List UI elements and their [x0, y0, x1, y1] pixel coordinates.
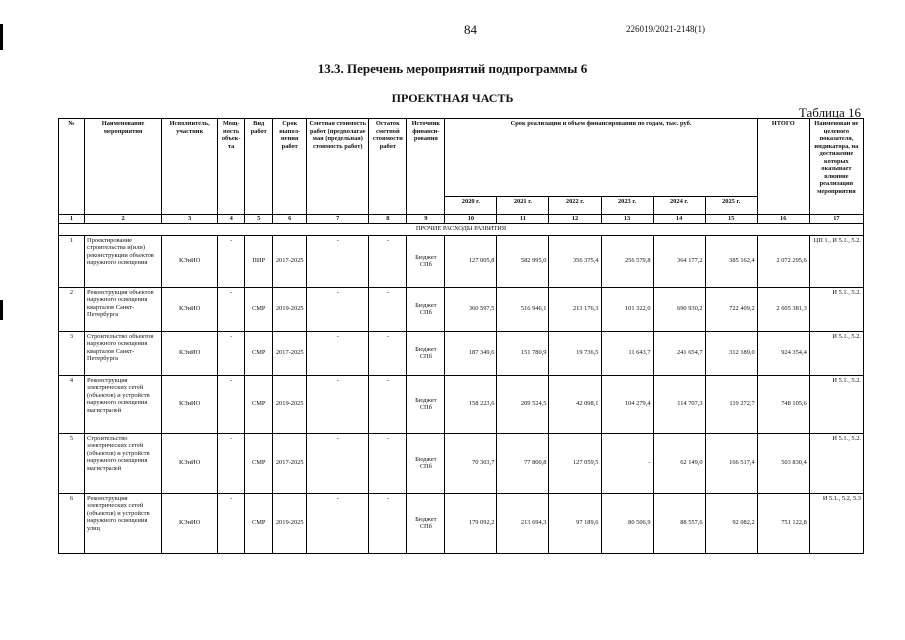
column-number: 15 — [705, 215, 757, 224]
header-year: 2022 г. — [549, 197, 601, 215]
amount-2023: 80 506,9 — [601, 493, 653, 553]
executor: КЭиИО — [162, 493, 218, 553]
estimated-cost: - — [307, 235, 369, 287]
column-number: 8 — [369, 215, 407, 224]
column-number: 1 — [59, 215, 85, 224]
amount-total: 751 122,8 — [757, 493, 809, 553]
header-num: № — [59, 119, 85, 215]
estimated-cost: - — [307, 433, 369, 493]
section-heading: 13.3. Перечень мероприятий подпрограммы 6 — [317, 61, 588, 76]
executor: КЭиИО — [162, 287, 218, 331]
table-row — [59, 433, 864, 493]
header-indicator: Наименован ие целевого показателя, индикатора, на достижение которых оказывает влияние реализация мероприятия — [809, 119, 863, 215]
column-number: 10 — [445, 215, 497, 224]
target-indicator: И 5.1., 5.2. — [809, 433, 863, 493]
header-year: 2021 г. — [497, 197, 549, 215]
column-number-row — [59, 215, 864, 224]
measure-name: Проектирование строительства и(или) реконструкции объектов наружного освещения — [85, 235, 162, 287]
header-deadline: Срок выпол-нения работ — [273, 119, 307, 215]
table-row — [59, 331, 864, 375]
work-type: ПИР — [245, 235, 273, 287]
row-number: 1 — [59, 235, 85, 287]
column-number: 6 — [273, 215, 307, 224]
column-number: 2 — [85, 215, 162, 224]
work-type: СМР — [245, 331, 273, 375]
amount-2021: 516 946,1 — [497, 287, 549, 331]
amount-2023: 11 643,7 — [601, 331, 653, 375]
amount-total: 924 354,4 — [757, 331, 809, 375]
amount-total: 2 072 295,6 — [757, 235, 809, 287]
header-total: ИТОГО — [757, 119, 809, 215]
deadline: 2017-2025 — [273, 331, 307, 375]
amount-2022: 19 736,5 — [549, 331, 601, 375]
column-number: 14 — [653, 215, 705, 224]
funding-source: Бюджет СПб — [407, 493, 445, 553]
work-type: СМР — [245, 375, 273, 433]
amount-2024: 62 149,0 — [653, 433, 705, 493]
sub-heading: ПРОЕКТНАЯ ЧАСТЬ — [391, 91, 514, 105]
amount-2024: 364 177,2 — [653, 235, 705, 287]
target-indicator: ЦП 1., И 5.1., 5.2. — [809, 235, 863, 287]
table-caption: Таблица 16 — [798, 105, 861, 120]
funding-source: Бюджет СПб — [407, 235, 445, 287]
column-number: 17 — [809, 215, 863, 224]
executor: КЭиИО — [162, 331, 218, 375]
target-indicator: И 5.1., 5.2. — [809, 331, 863, 375]
amount-2023: 104 279,4 — [601, 375, 653, 433]
deadline: 2017-2025 — [273, 235, 307, 287]
amount-total: 748 105,6 — [757, 375, 809, 433]
amount-2020: 360 597,5 — [445, 287, 497, 331]
amount-2024: 114 707,3 — [653, 375, 705, 433]
capacity: - — [218, 235, 245, 287]
header-executor: Исполнитель, участник — [162, 119, 218, 215]
estimated-cost: - — [307, 375, 369, 433]
column-number: 7 — [307, 215, 369, 224]
work-type: СМР — [245, 287, 273, 331]
header-work-type: Вид работ — [245, 119, 273, 215]
amount-2022: 97 189,6 — [549, 493, 601, 553]
estimated-cost: - — [307, 331, 369, 375]
funding-source: Бюджет СПб — [407, 433, 445, 493]
capacity: - — [218, 433, 245, 493]
column-number: 12 — [549, 215, 601, 224]
amount-2020: 179 092,2 — [445, 493, 497, 553]
table-row — [59, 235, 864, 287]
header-year: 2020 г. — [445, 197, 497, 215]
measure-name: Строительство объектов наружного освещения кварталов Санкт-Петербурга — [85, 331, 162, 375]
funding-source: Бюджет СПб — [407, 375, 445, 433]
capacity: - — [218, 493, 245, 553]
executor: КЭиИО — [162, 235, 218, 287]
header-period: Срок реализации и объем финансировании по годам, тыс. руб. — [445, 119, 757, 197]
row-number: 3 — [59, 331, 85, 375]
amount-2020: 158 223,6 — [445, 375, 497, 433]
amount-2021: 209 524,5 — [497, 375, 549, 433]
column-number: 16 — [757, 215, 809, 224]
estimated-cost: - — [307, 493, 369, 553]
measure-name: Реконструкция объектов наружного освещения кварталов Санкт-Петербурга — [85, 287, 162, 331]
measure-name: Реконструкция электрических сетей (объектов) и устройств наружного освещения магистралей — [85, 375, 162, 433]
capacity: - — [218, 331, 245, 375]
amount-2023: 101 322,0 — [601, 287, 653, 331]
amount-total: 503 830,4 — [757, 433, 809, 493]
amount-2022: 213 176,3 — [549, 287, 601, 331]
cost-remainder: - — [369, 375, 407, 433]
amount-2021: 213 694,3 — [497, 493, 549, 553]
header-capacity: Мощ-ность объек-та — [218, 119, 245, 215]
header-remainder: Остаток сметной стоимости работ — [369, 119, 407, 215]
amount-2025: 166 517,4 — [705, 433, 757, 493]
work-type: СМР — [245, 433, 273, 493]
amount-2024: 690 930,2 — [653, 287, 705, 331]
amount-2020: 70 303,7 — [445, 433, 497, 493]
column-number: 11 — [497, 215, 549, 224]
target-indicator: И 5.1., 5.2. — [809, 375, 863, 433]
row-number: 5 — [59, 433, 85, 493]
funding-source: Бюджет СПб — [407, 287, 445, 331]
header-source: Источник финанси-рования — [407, 119, 445, 215]
executor: КЭиИО — [162, 433, 218, 493]
amount-2024: 88 557,6 — [653, 493, 705, 553]
measure-name: Строительство электрических сетей (объектов) и устройств наружного освещения магистралей — [85, 433, 162, 493]
deadline: 2019-2025 — [273, 375, 307, 433]
amount-2024: 241 654,7 — [653, 331, 705, 375]
target-indicator: И 5.1., 5.2. — [809, 287, 863, 331]
row-number: 2 — [59, 287, 85, 331]
amount-2020: 187 349,6 — [445, 331, 497, 375]
amount-2021: 582 995,0 — [497, 235, 549, 287]
amount-2023: 256 579,8 — [601, 235, 653, 287]
amount-2021: 77 800,8 — [497, 433, 549, 493]
measures-table — [58, 118, 864, 554]
header-year: 2024 г. — [653, 197, 705, 215]
deadline: 2019-2025 — [273, 493, 307, 553]
column-number: 13 — [601, 215, 653, 224]
scan-edge-mark-mid — [0, 300, 3, 320]
amount-total: 2 605 381,3 — [757, 287, 809, 331]
capacity: - — [218, 287, 245, 331]
header-cost: Сметная стоимость работ (предполагае мая (предельная) стоимость работ) — [307, 119, 369, 215]
amount-2022: 127 059,5 — [549, 433, 601, 493]
amount-2025: 119 272,7 — [705, 375, 757, 433]
header-year: 2023 г. — [601, 197, 653, 215]
deadline: 2019-2025 — [273, 287, 307, 331]
table-row — [59, 493, 864, 553]
amount-2023: - — [601, 433, 653, 493]
column-number: 3 — [162, 215, 218, 224]
column-number: 4 — [218, 215, 245, 224]
work-type: СМР — [245, 493, 273, 553]
header-year: 2025 г. — [705, 197, 757, 215]
cost-remainder: - — [369, 235, 407, 287]
capacity: - — [218, 375, 245, 433]
funding-source: Бюджет СПб — [407, 331, 445, 375]
page-number: 84 — [464, 22, 477, 37]
table-row — [59, 375, 864, 433]
amount-2025: 722 409,2 — [705, 287, 757, 331]
scan-edge-mark-top — [0, 24, 3, 50]
section-title: ПРОЧИЕ РАСХОДЫ РАЗВИТИЯ — [59, 223, 864, 235]
amount-2025: 312 189,0 — [705, 331, 757, 375]
table-row — [59, 287, 864, 331]
cost-remainder: - — [369, 287, 407, 331]
header-name: Наименование мероприятия — [85, 119, 162, 215]
executor: КЭиИО — [162, 375, 218, 433]
target-indicator: И 5.1., 5.2, 5.3 — [809, 493, 863, 553]
document-number: 226019/2021-2148(1) — [626, 24, 705, 34]
amount-2025: 385 162,4 — [705, 235, 757, 287]
column-number: 9 — [407, 215, 445, 224]
amount-2020: 127 005,8 — [445, 235, 497, 287]
amount-2021: 151 780,9 — [497, 331, 549, 375]
amount-2022: 356 375,4 — [549, 235, 601, 287]
row-number: 4 — [59, 375, 85, 433]
column-number: 5 — [245, 215, 273, 224]
cost-remainder: - — [369, 433, 407, 493]
row-number: 6 — [59, 493, 85, 553]
deadline: 2017-2025 — [273, 433, 307, 493]
amount-2022: 42 098,1 — [549, 375, 601, 433]
cost-remainder: - — [369, 493, 407, 553]
cost-remainder: - — [369, 331, 407, 375]
estimated-cost: - — [307, 287, 369, 331]
section-row — [59, 223, 864, 235]
measure-name: Реконструкция электрических сетей (объектов) и устройств наружного освещения улиц — [85, 493, 162, 553]
amount-2025: 92 082,2 — [705, 493, 757, 553]
